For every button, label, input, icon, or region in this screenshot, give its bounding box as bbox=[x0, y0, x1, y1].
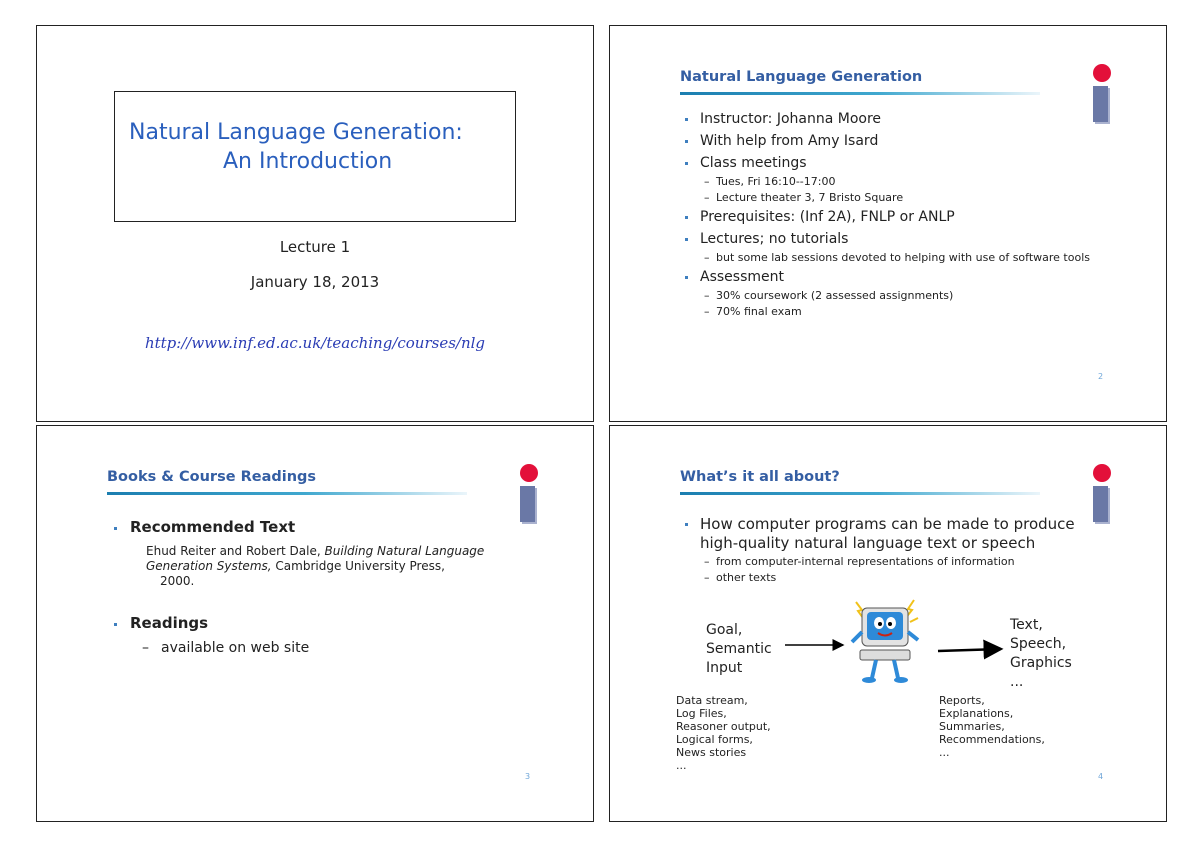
input-example: Logical forms, bbox=[676, 733, 753, 746]
slide-3 bbox=[36, 425, 594, 822]
input-example: Reasoner output, bbox=[676, 720, 771, 733]
input-example: News stories bbox=[676, 746, 747, 759]
sub-bullet-item: – 70% final exam bbox=[676, 305, 1106, 319]
page-number: 2 bbox=[1098, 372, 1104, 381]
title-box bbox=[114, 91, 516, 222]
bullet-item: Class meetings bbox=[676, 153, 1106, 173]
slide-title: Books & Course Readings bbox=[107, 469, 317, 485]
readings-heading: Readings bbox=[104, 614, 208, 632]
bullet-list bbox=[676, 109, 1106, 321]
input-line: Semantic bbox=[706, 641, 772, 657]
output-example: ... bbox=[939, 746, 950, 759]
book-authors: Ehud Reiter and Robert Dale, bbox=[146, 544, 321, 558]
sub-bullet-item: – from computer-internal representations of information bbox=[676, 555, 1116, 569]
input-example: ... bbox=[676, 759, 687, 772]
slide-4 bbox=[609, 425, 1167, 822]
output-example: Explanations, bbox=[939, 707, 1014, 720]
bullet-item: Prerequisites: (Inf 2A), FNLP or ANLP bbox=[676, 207, 1106, 227]
logo-icon bbox=[517, 464, 541, 524]
output-label bbox=[1010, 616, 1072, 692]
output-line: Text, bbox=[1010, 617, 1043, 633]
title-underline bbox=[107, 492, 467, 495]
page-number: 4 bbox=[1098, 772, 1104, 781]
sub-bullet-item: – Tues, Fri 16:10--17:00 bbox=[676, 175, 1106, 189]
readings-sub-item: – available on web site bbox=[142, 640, 309, 656]
course-url[interactable]: http://www.inf.ed.ac.uk/teaching/courses/nlg bbox=[144, 334, 486, 352]
output-line: Graphics bbox=[1010, 655, 1072, 671]
output-line: ... bbox=[1010, 674, 1024, 690]
slide-title: Natural Language Generation bbox=[680, 69, 923, 85]
output-examples bbox=[939, 694, 1045, 759]
book-title: Building Natural Language Generation Systems, bbox=[146, 544, 485, 573]
title-line-2: An Introduction bbox=[223, 149, 393, 174]
output-example: Reports, bbox=[939, 694, 985, 707]
sub-bullet-item: – other texts bbox=[676, 571, 1116, 585]
sub-bullet-item: – Lecture theater 3, 7 Bristo Square bbox=[676, 191, 1106, 205]
bullet-item: Assessment bbox=[676, 267, 1106, 287]
book-year: 2000. bbox=[160, 574, 195, 588]
title-line-1: Natural Language Generation: bbox=[129, 120, 463, 145]
output-example: Recommendations, bbox=[939, 733, 1045, 746]
bullet-item: Lectures; no tutorials bbox=[676, 229, 1106, 249]
slide-2 bbox=[609, 25, 1167, 422]
slide-title: What’s it all about? bbox=[680, 469, 840, 485]
output-arrow bbox=[938, 649, 1001, 651]
book-publisher: Cambridge University Press, bbox=[275, 559, 445, 573]
input-example: Log Files, bbox=[676, 707, 727, 720]
output-example: Summaries, bbox=[939, 720, 1005, 733]
computer-mascot-icon bbox=[848, 596, 922, 686]
output-line: Speech, bbox=[1010, 636, 1067, 652]
lecture-number: Lecture 1 bbox=[279, 238, 351, 256]
page-number: 3 bbox=[525, 772, 531, 781]
title-underline bbox=[680, 92, 1040, 95]
lecture-date: January 18, 2013 bbox=[250, 273, 380, 291]
input-example: Data stream, bbox=[676, 694, 748, 707]
bullet-item: With help from Amy Isard bbox=[676, 131, 1106, 151]
recommended-text-heading: Recommended Text bbox=[104, 518, 295, 536]
input-line: Goal, bbox=[706, 622, 743, 638]
bullet-item: How computer programs can be made to produce high-quality natural language text or speech bbox=[676, 515, 1116, 553]
book-reference bbox=[146, 544, 541, 589]
input-line: Input bbox=[706, 660, 743, 676]
sub-bullet-item: – but some lab sessions devoted to helping with use of software tools bbox=[676, 251, 1106, 265]
input-examples bbox=[676, 694, 771, 772]
sub-bullet-item: – 30% coursework (2 assessed assignments) bbox=[676, 289, 1106, 303]
slide-1 bbox=[36, 25, 594, 422]
bullet-item: Instructor: Johanna Moore bbox=[676, 109, 1106, 129]
